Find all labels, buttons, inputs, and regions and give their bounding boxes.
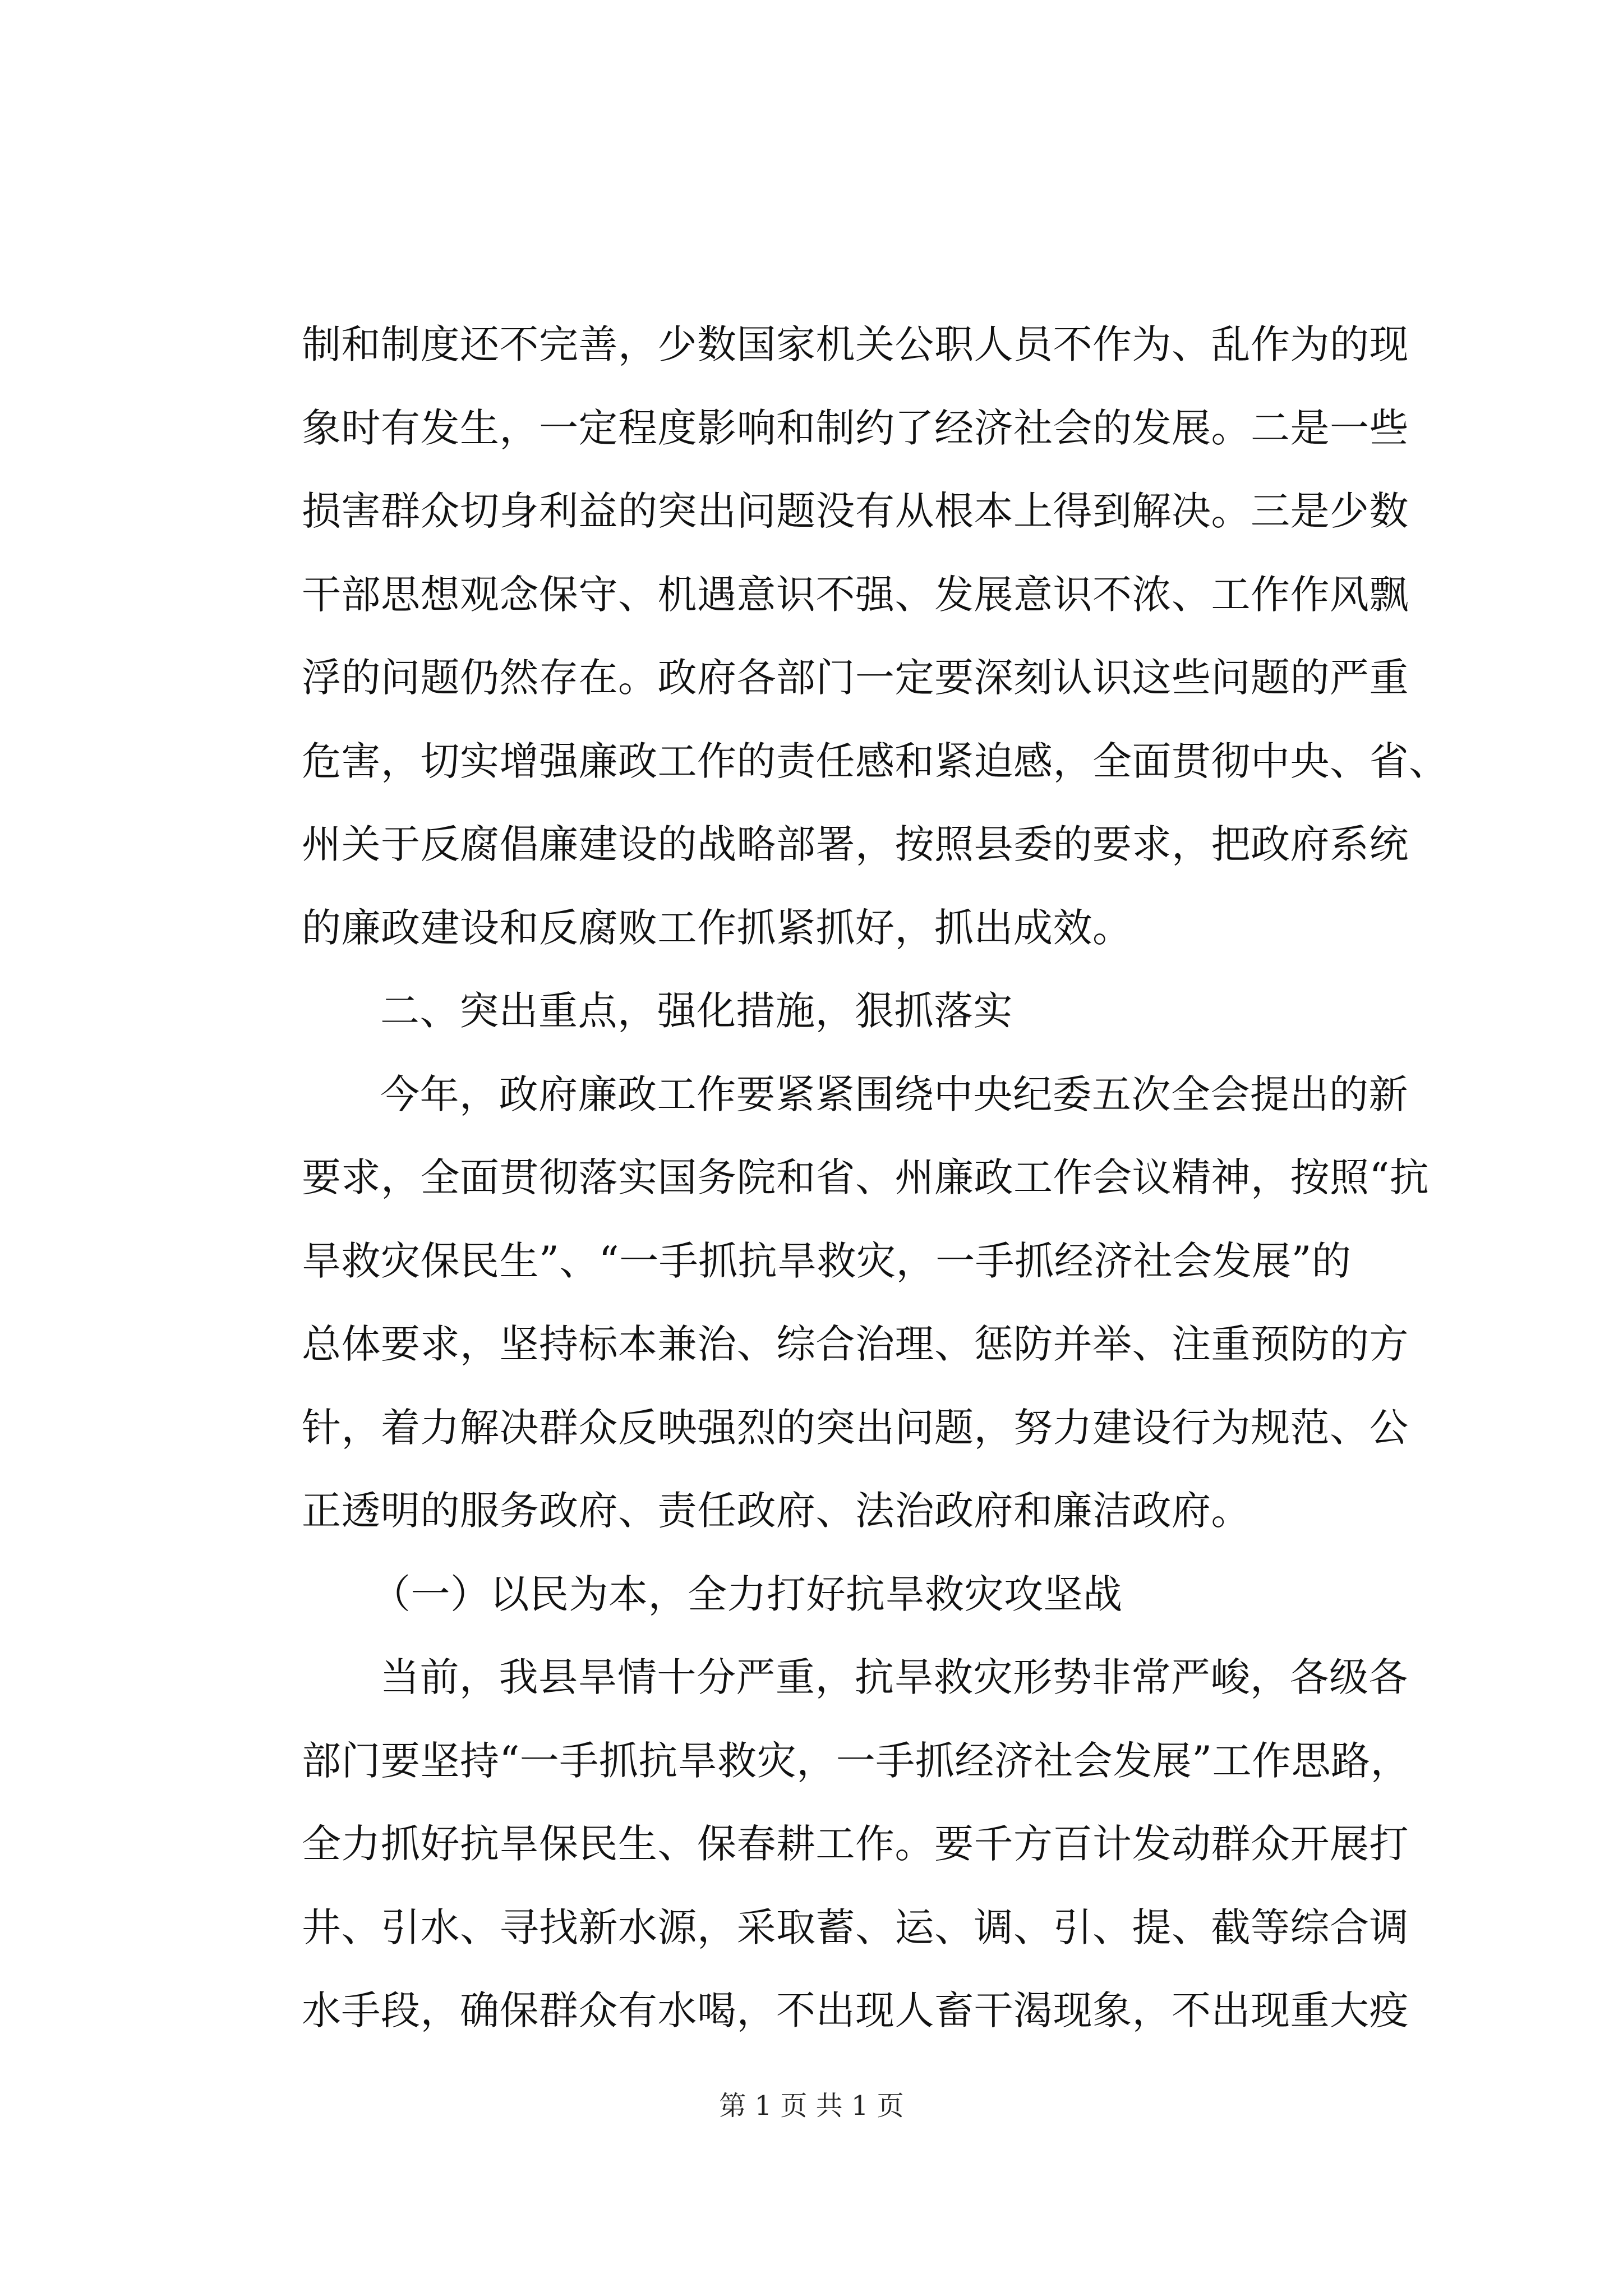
text-line: 井、引水、寻找新水源，采取蓄、运、调、引、提、截等综合调 [302,1904,1409,1950]
text-line: 全力抓好抗旱保民生、保春耕工作。要千方百计发动群众开展打 [302,1821,1409,1867]
text-line: 损害群众切身利益的突出问题没有从根本上得到解决。三是少数 [302,488,1409,534]
text-line: 象时有发生，一定程度影响和制约了经济社会的发展。二是一些 [302,404,1409,451]
paragraph-start-line: 二、突出重点，强化措施，狠抓落实 [380,988,1013,1034]
text-line: 旱救灾保民生”、“一手抓抗旱救灾，一手抓经济社会发展”的 [302,1237,1352,1284]
text-line: 水手段，确保群众有水喝，不出现人畜干渴现象，不出现重大疫 [302,1987,1409,2033]
text-line: 的廉政建设和反腐败工作抓紧抓好，抓出成效。 [302,904,1132,951]
text-line: 浮的问题仍然存在。政府各部门一定要深刻认识这些问题的严重 [302,655,1409,701]
text-line: 总体要求，坚持标本兼治、综合治理、惩防并举、注重预防的方 [302,1321,1409,1367]
subsection-heading: （一）以民为本，全力打好抗旱救灾攻坚战 [371,1571,1123,1617]
page-footer: 第 1 页 共 1 页 [719,2090,904,2122]
paragraph-start-line: 今年，政府廉政工作要紧紧围绕中央纪委五次全会提出的新 [380,1071,1408,1117]
text-line: 制和制度还不完善，少数国家机关公职人员不作为、乱作为的现 [302,321,1409,367]
text-line: 部门要坚持“一手抓抗旱救灾，一手抓经济社会发展”工作思路， [302,1737,1410,1784]
text-line: 干部思想观念保守、机遇意识不强、发展意识不浓、工作作风飘 [302,571,1409,618]
text-line: 要求，全面贯彻落实国务院和省、州廉政工作会议精神，按照“抗 [302,1154,1430,1200]
text-line: 针，着力解决群众反映强烈的突出问题，努力建设行为规范、公 [302,1404,1409,1451]
paragraph-start-line: 当前，我县旱情十分严重，抗旱救灾形势非常严峻，各级各 [380,1654,1408,1700]
text-line: 州关于反腐倡廉建设的战略部署，按照县委的要求，把政府系统 [302,821,1409,867]
text-line: 危害，切实增强廉政工作的责任感和紧迫感，全面贯彻中央、省、 [302,738,1449,784]
document-body [302,303,1449,2053]
text-line: 正透明的服务政府、责任政府、法治政府和廉洁政府。 [302,1488,1251,1534]
